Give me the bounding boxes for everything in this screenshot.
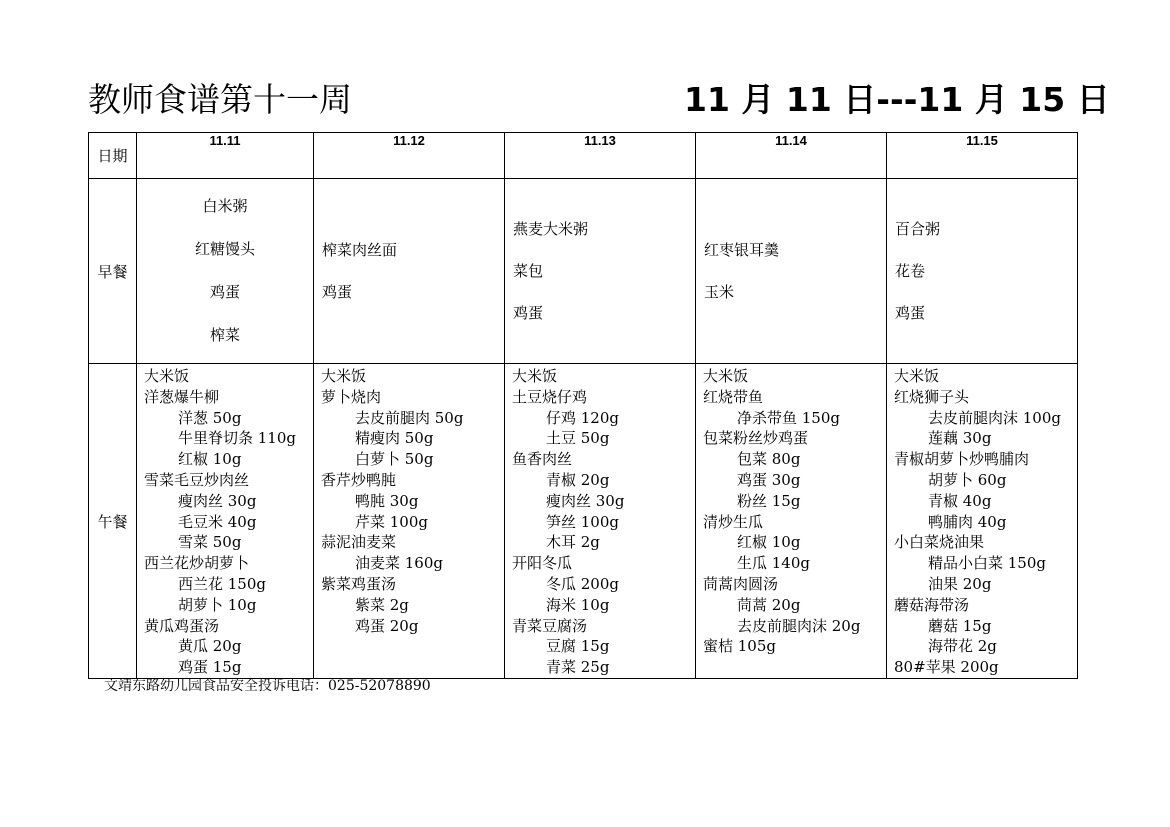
ingredient-line: 雪菜 50g	[178, 533, 242, 552]
ingredient-line: 油麦菜 160g	[355, 554, 444, 573]
dish-name: 茼蒿肉圆汤	[703, 574, 779, 593]
date-header-cell: 11.11	[137, 133, 314, 179]
lunch-row	[89, 364, 1078, 679]
lunch-cell	[887, 364, 1078, 679]
ingredient-line: 冬瓜 200g	[546, 574, 620, 593]
dish-name: 红烧带鱼	[703, 387, 764, 406]
dish-name: 青椒胡萝卜炒鸭脯肉	[894, 450, 1030, 469]
breakfast-cell	[505, 179, 696, 364]
ingredient-line: 青椒 40g	[928, 491, 992, 510]
breakfast-item: 鸡蛋	[322, 282, 353, 301]
dish-name: 鱼香肉丝	[512, 450, 573, 469]
ingredient-line: 油果 20g	[928, 574, 992, 593]
date-header-cell: 11.14	[696, 133, 887, 179]
dish-name: 大米饭	[144, 367, 190, 385]
breakfast-item: 玉米	[704, 282, 735, 301]
breakfast-item: 红糖馒头	[194, 240, 255, 258]
dish-name: 土豆烧仔鸡	[512, 387, 588, 406]
date-header-cell: 11.13	[505, 133, 696, 179]
ingredient-line: 鸭肫 30g	[355, 491, 419, 510]
complaint-hotline: 文靖东路幼儿园食品安全投诉电话：025-52078890	[104, 678, 431, 694]
breakfast-item: 鸡蛋	[895, 303, 926, 322]
dish-name: 包菜粉丝炒鸡蛋	[703, 429, 809, 448]
ingredient-line: 红椒 10g	[737, 533, 801, 552]
dish-name: 黄瓜鸡蛋汤	[144, 616, 220, 635]
breakfast-item: 鸡蛋	[513, 303, 544, 322]
ingredient-line: 紫菜 2g	[355, 595, 409, 614]
date-header-cell: 11.15	[887, 133, 1078, 179]
ingredient-line: 去皮前腿肉沫 20g	[737, 616, 861, 635]
ingredient-line: 精品小白菜 150g	[928, 554, 1047, 573]
date-row-label: 日期	[89, 133, 137, 179]
ingredient-line: 土豆 50g	[546, 429, 610, 448]
dish-name: 小白菜烧油果	[894, 533, 985, 552]
ingredient-line: 青菜 25g	[546, 658, 610, 677]
ingredient-line: 海米 10g	[546, 595, 610, 614]
ingredient-line: 牛里脊切条 110g	[178, 429, 297, 448]
ingredient-line: 洋葱 50g	[178, 408, 242, 427]
ingredient-line: 瘦肉丝 30g	[178, 491, 257, 510]
date-header-row	[89, 133, 1078, 179]
breakfast-row	[89, 179, 1078, 364]
page-title: 教师食谱第十一周	[88, 80, 352, 119]
dish-name: 萝卜烧肉	[321, 387, 382, 406]
dish-name: 蘑菇海带汤	[894, 595, 970, 614]
dish-name: 雪菜毛豆炒肉丝	[144, 470, 250, 489]
dish-name: 大米饭	[512, 367, 558, 385]
ingredient-line: 白萝卜 50g	[355, 450, 434, 469]
breakfast-item: 榨菜肉丝面	[322, 240, 398, 259]
breakfast-cell	[696, 179, 887, 364]
ingredient-line: 西兰花 150g	[178, 574, 267, 593]
ingredient-line: 青椒 20g	[546, 470, 610, 489]
ingredient-line: 芹菜 100g	[355, 512, 429, 531]
date-header-cell: 11.12	[314, 133, 505, 179]
breakfast-item: 菜包	[513, 261, 544, 280]
lunch-cell	[505, 364, 696, 679]
ingredient-line: 黄瓜 20g	[178, 637, 242, 656]
breakfast-label: 早餐	[89, 179, 137, 364]
lunch-cell	[314, 364, 505, 679]
breakfast-item: 鸡蛋	[209, 283, 240, 301]
ingredient-line: 茼蒿 20g	[737, 595, 801, 614]
dish-name: 香芹炒鸭肫	[321, 470, 397, 489]
ingredient-line: 蘑菇 15g	[928, 616, 992, 635]
ingredient-line: 胡萝卜 60g	[928, 470, 1007, 489]
dish-name: 西兰花炒胡萝卜	[144, 554, 250, 573]
lunch-cell	[137, 364, 314, 679]
ingredient-line: 包菜 80g	[737, 450, 801, 469]
dish-name: 开阳冬瓜	[512, 554, 573, 573]
dish-name: 洋葱爆牛柳	[144, 387, 220, 406]
breakfast-item: 榨菜	[209, 326, 240, 344]
ingredient-line: 鸭脯肉 40g	[928, 512, 1007, 531]
ingredient-line: 鸡蛋 15g	[178, 658, 242, 677]
dish-name: 大米饭	[703, 367, 749, 385]
breakfast-item: 红枣银耳羹	[704, 240, 780, 259]
ingredient-line: 去皮前腿肉沫 100g	[928, 408, 1062, 427]
ingredient-line: 粉丝 15g	[737, 491, 801, 510]
ingredient-line: 鸡蛋 30g	[737, 470, 801, 489]
ingredient-line: 红椒 10g	[178, 450, 242, 469]
ingredient-line: 毛豆米 40g	[178, 512, 257, 531]
dish-name: 青菜豆腐汤	[512, 616, 588, 635]
breakfast-item: 百合粥	[895, 219, 941, 238]
breakfast-cell	[314, 179, 505, 364]
breakfast-item: 花卷	[895, 261, 926, 280]
breakfast-item: 白米粥	[202, 197, 248, 215]
dish-name: 蒜泥油麦菜	[321, 533, 397, 552]
date-range: 11 月 11 日---11 月 15 日	[684, 80, 1110, 119]
dish-name: 大米饭	[894, 367, 940, 385]
breakfast-item: 燕麦大米粥	[513, 219, 589, 238]
lunch-label: 午餐	[89, 364, 137, 679]
ingredient-line: 瘦肉丝 30g	[546, 491, 625, 510]
dish-name: 清炒生瓜	[703, 512, 764, 531]
ingredient-line: 笋丝 100g	[546, 512, 620, 531]
ingredient-line: 仔鸡 120g	[546, 408, 620, 427]
ingredient-line: 胡萝卜 10g	[178, 595, 257, 614]
ingredient-line: 去皮前腿肉 50g	[355, 408, 464, 427]
ingredient-line: 净杀带鱼 150g	[737, 408, 841, 427]
dish-name: 红烧狮子头	[894, 387, 970, 406]
ingredient-line: 海带花 2g	[928, 637, 997, 656]
dish-name: 紫菜鸡蛋汤	[321, 574, 397, 593]
dish-name: 蜜桔 105g	[703, 637, 777, 656]
ingredient-line: 生瓜 140g	[737, 554, 811, 573]
breakfast-cell	[137, 179, 314, 364]
lunch-cell	[696, 364, 887, 679]
dish-name: 80#苹果 200g	[894, 658, 999, 677]
ingredient-line: 精瘦肉 50g	[355, 429, 434, 448]
breakfast-cell	[887, 179, 1078, 364]
ingredient-line: 莲藕 30g	[928, 429, 992, 448]
dish-name: 大米饭	[321, 367, 367, 385]
ingredient-line: 豆腐 15g	[546, 637, 610, 656]
ingredient-line: 鸡蛋 20g	[355, 616, 419, 635]
menu-table	[88, 132, 1078, 679]
ingredient-line: 木耳 2g	[546, 533, 600, 552]
